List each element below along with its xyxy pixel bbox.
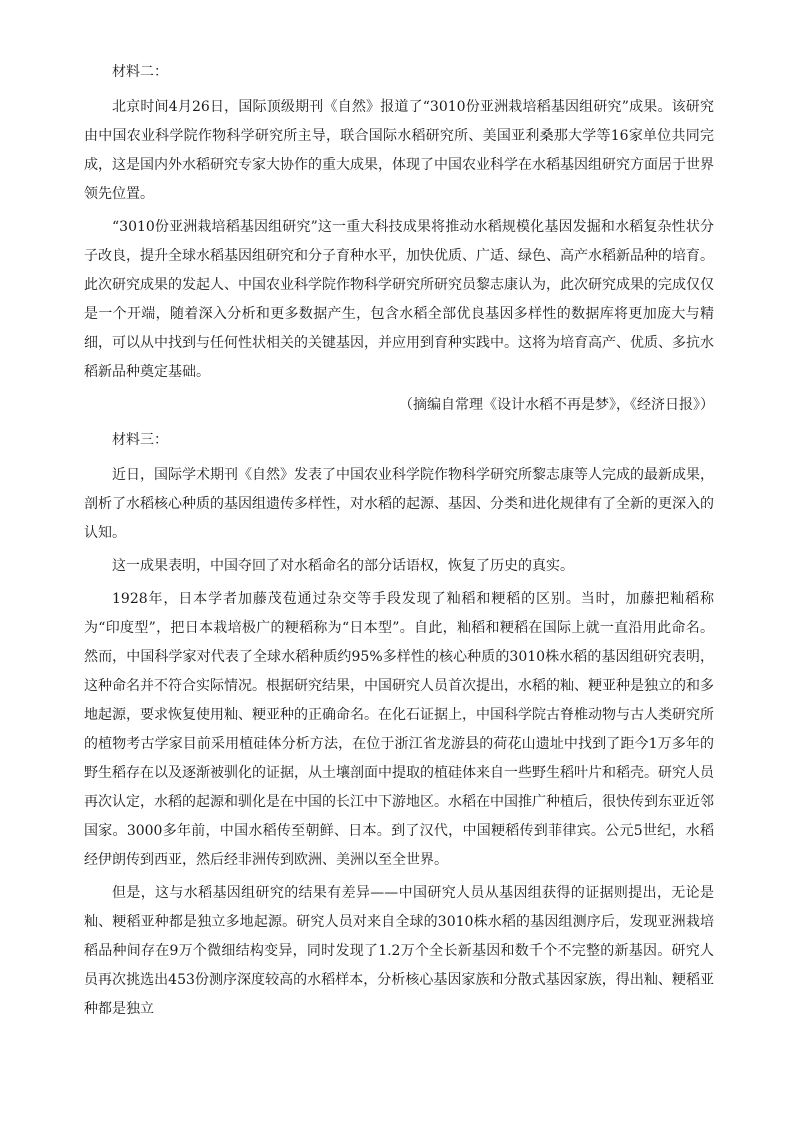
material-3-paragraph-2: 这一成果表明，中国夺回了对水稻命名的部分话语权，恢复了历史的真实。 [112,558,574,574]
material-3-paragraph-1: 近日，国际学术期刊《自然》发表了中国农业科学院作物科学研究所黎志康等人完成的最新成果，剖析了水稻核心种质的基因组遗传多样性，对水稻的起源、基因、分类和进化规律有了全新的更深入的认知。 [84,467,714,541]
material-2-source: （摘编自常理《设计水稻不再是梦》，《经济日报》） [399,397,714,413]
material-3-paragraph-3: 1928年，日本学者加藤茂苞通过杂交等手段发现了籼稻和粳稻的区别。当时，加藤把籼稻称为“印度型”，把日本栽培极广的粳稻称为“日本型”。自此，籼稻和粳稻在国际上就一直沿用此命名。然而，中国科学家对代表了全球水稻种质约95%多样性的核心种质的3010株水稻的基因组研究表明，这种命名并不符合实际情况。根据研究结果，中国研究人员首次提出，水稻的籼、粳亚种是独立的和多地起源，要求恢复使用籼、粳亚种的正确命名。在化石证据上，中国科学院古脊椎动物与古人类研究所的植物考古学家目前采用植硅体分析方法，在位于浙江省龙游县的荷花山遗址中找到了距今1万多年的野生稻存在以及逐渐被驯化的证据，从土壤剖面中提取的植硅体来自一些野生稻叶片和稻壳。研究人员再次认定，水稻的起源和驯化是在中国的长江中下游地区。水稻在中国推广种植后，很快传到东亚近邻国家。3000多年前，中国水稻传至朝鲜、日本。到了汉代，中国粳稻传到菲律宾。公元5世纪，水稻经伊朗传到西亚，然后经非洲传到欧洲、美洲以至全世界。 [84,591,714,868]
document-page [84,58,714,1028]
material-3-heading: 材料三： [112,432,168,448]
material-3-paragraph-4: 但是，这与水稻基因组研究的结果有差异——中国研究人员从基因组获得的证据则提出，无论是籼、粳稻亚种都是独立多地起源。研究人员对来自全球的3010株水稻的基因组测序后，发现亚洲栽培稻品种间存在9万个微细结构变异，同时发现了1.2万个全长新基因和数千个不完整的新基因。研究人员再次挑选出453份测序深度较高的水稻样本，分析核心基因家族和分散式基因家族，得出籼、粳稻亚种都是独立 [84,885,714,1017]
material-2-paragraph-2: “3010份亚洲栽培稻基因组研究”这一重大科技成果将推动水稻规模化基因发掘和水稻复杂性状分子改良，提升全球水稻基因组研究和分子育种水平，加快优质、广适、绿色、高产水稻新品种的培育。此次研究成果的发起人、中国农业科学院作物科学研究所研究员黎志康认为，此次研究成果的完成仅仅是一个开端，随着深入分析和更多数据产生，包含水稻全部优良基因多样性的数据库将更加庞大与精细，可以从中找到与任何性状相关的关键基因，并应用到育种实践中。这将为培育高产、优质、多抗水稻新品种奠定基础。 [84,219,714,380]
material-2-paragraph-1: 北京时间4月26日，国际顶级期刊《自然》报道了“3010份亚洲栽培稻基因组研究”成果。该研究由中国农业科学院作物科学研究所主导，联合国际水稻研究所、美国亚利桑那大学等16家单位共同完成，这是国内外水稻研究专家大协作的重大成果，体现了中国农业科学在水稻基因组研究方面居于世界领先位置。 [84,99,714,202]
material-2-heading: 材料二： [112,64,168,80]
